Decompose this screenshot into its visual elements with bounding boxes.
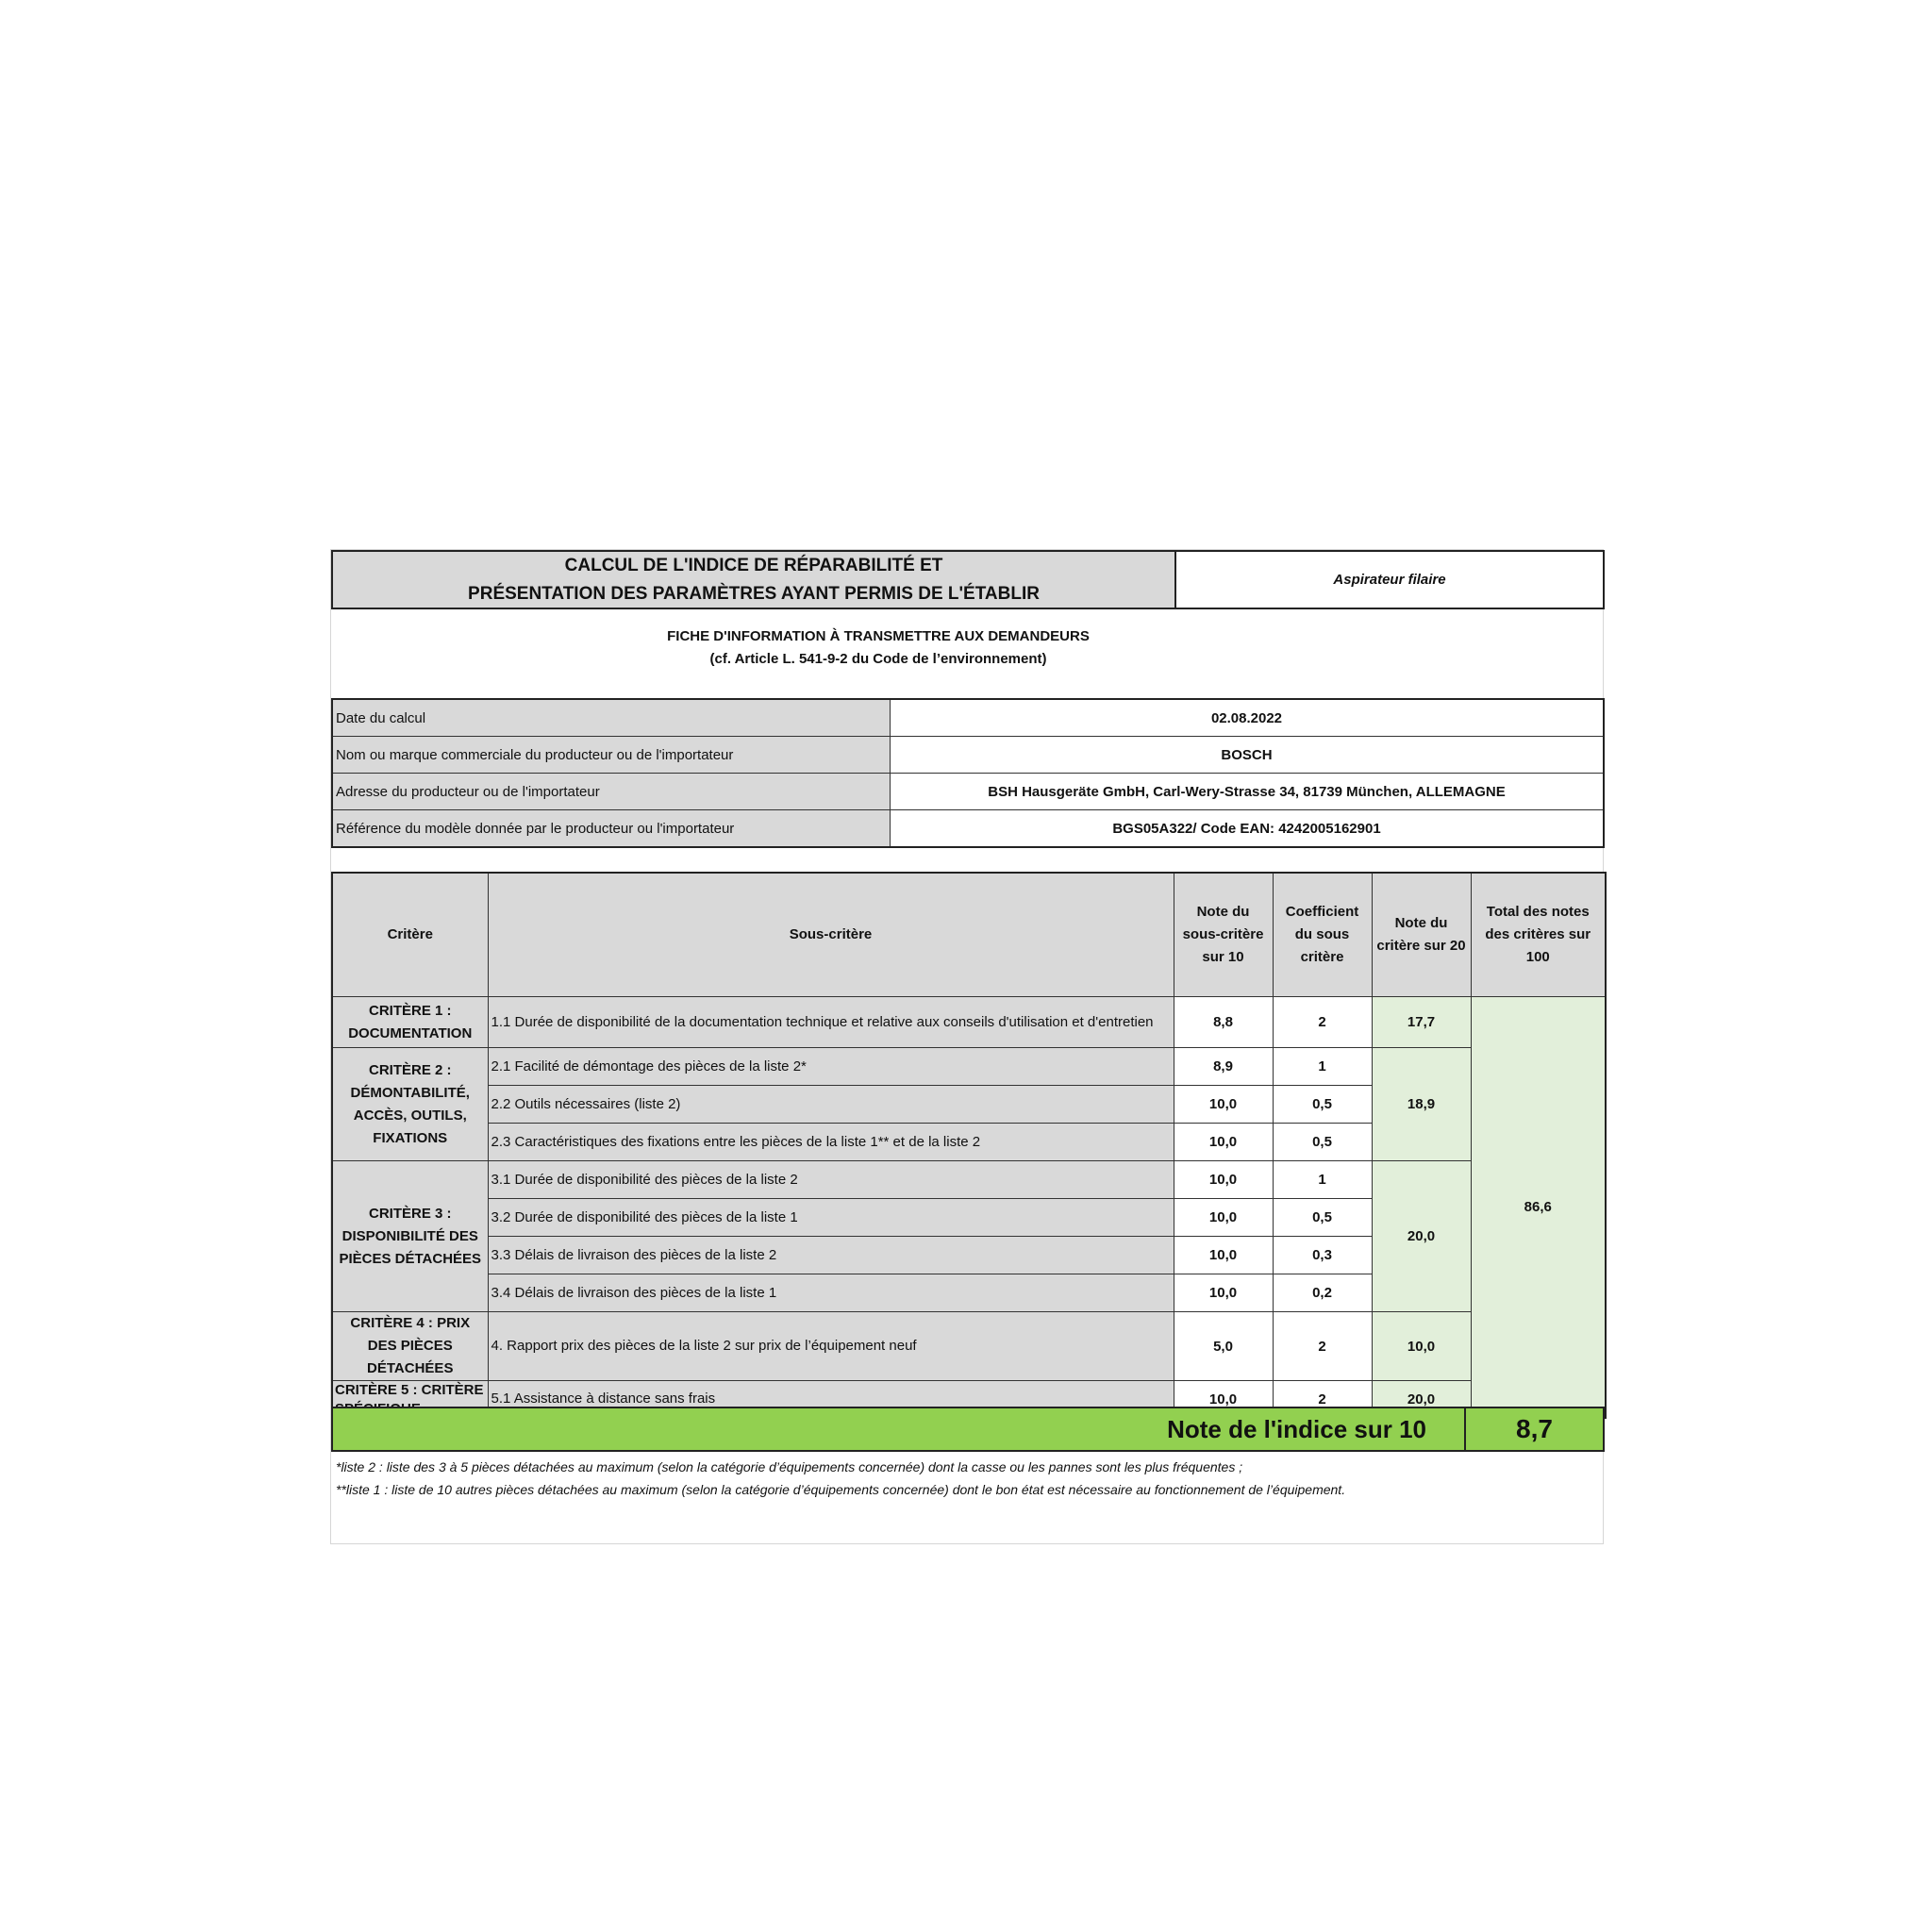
criterion-name-text: CRITÈRE 5 : CRITÈRE [335, 1382, 484, 1398]
criterion-name: CRITÈRE 4 : PRIX DES PIÈCES DÉTACHÉES [332, 1312, 488, 1381]
final-score-label: Note de l'indice sur 10 [333, 1408, 1466, 1450]
sub-criterion-coef: 2 [1273, 1312, 1372, 1381]
sub-criterion-label: 2.2 Outils nécessaires (liste 2) [488, 1086, 1174, 1124]
col-sous-critere: Sous-critère [488, 873, 1174, 997]
criterion-name: CRITÈRE 1 : DOCUMENTATION [332, 997, 488, 1048]
product-type: Aspirateur filaire [1333, 572, 1446, 588]
sub-criterion-coef: 1 [1273, 1048, 1372, 1086]
sub-criterion-coef: 0,2 [1273, 1274, 1372, 1312]
repairability-sheet [330, 549, 1604, 1544]
footnote: **liste 1 : liste de 10 autres pièces détachées au maximum (selon la catégorie d’équipements concernée) dont le bon état est nécessaire au fonctionnement de l’équipement. [336, 1482, 1346, 1497]
final-score-bar [331, 1407, 1605, 1452]
sub-criterion-label: 2.1 Facilité de démontage des pièces de la liste 2* [488, 1048, 1174, 1086]
fiche-line-1: FICHE D'INFORMATION À TRANSMETTRE AUX DEMANDEURS [667, 628, 1090, 644]
sheet-header [331, 550, 1605, 609]
info-value: BGS05A322/ Code EAN: 4242005162901 [891, 810, 1605, 848]
col-note-sous: Note du sous-critère sur 10 [1174, 873, 1273, 997]
info-label: Adresse du producteur ou de l'importateur [332, 774, 891, 810]
criterion-score: 17,7 [1372, 997, 1471, 1048]
info-label: Référence du modèle donnée par le producteur ou l'importateur [332, 810, 891, 848]
sub-criterion-label: 3.1 Durée de disponibilité des pièces de la liste 2 [488, 1161, 1174, 1199]
sub-criterion-label: 1.1 Durée de disponibilité de la documentation technique et relative aux conseils d'utilisation et d'entretien [488, 997, 1174, 1048]
criterion-name: CRITÈRE 2 : DÉMONTABILITÉ, ACCÈS, OUTILS, FIXATIONS [332, 1048, 488, 1161]
title-line-1: CALCUL DE L'INDICE DE RÉPARABILITÉ ET [564, 555, 943, 575]
sub-criterion-label: 3.2 Durée de disponibilité des pièces de la liste 1 [488, 1199, 1174, 1237]
sub-criterion-coef: 0,5 [1273, 1086, 1372, 1124]
table-row [332, 1048, 1606, 1086]
sub-criterion-label: 5.1 Assistance à distance sans frais [488, 1381, 1174, 1419]
col-coef: Coefficient du sous critère [1273, 873, 1372, 997]
criterion-score: 18,9 [1372, 1048, 1471, 1161]
info-row [332, 810, 1604, 848]
table-row [332, 1312, 1606, 1381]
info-row [332, 774, 1604, 810]
sub-criterion-label: 2.3 Caractéristiques des fixations entre les pièces de la liste 1** et de la liste 2 [488, 1124, 1174, 1161]
criteria-header-row [332, 873, 1606, 997]
sub-criterion-note: 10,0 [1174, 1274, 1273, 1312]
sub-criterion-coef: 1 [1273, 1161, 1372, 1199]
sub-criterion-note: 8,8 [1174, 997, 1273, 1048]
col-total: Total des notes des critères sur 100 [1471, 873, 1606, 997]
info-label: Date du calcul [332, 699, 891, 737]
sub-criterion-coef: 0,3 [1273, 1237, 1372, 1274]
sub-criterion-note: 8,9 [1174, 1048, 1273, 1086]
sub-criterion-note: 10,0 [1174, 1086, 1273, 1124]
info-label: Nom ou marque commerciale du producteur ou de l'importateur [332, 737, 891, 774]
sub-criterion-note: 10,0 [1174, 1199, 1273, 1237]
sub-criterion-coef: 0,5 [1273, 1124, 1372, 1161]
sub-criterion-note: 10,0 [1174, 1124, 1273, 1161]
info-row [332, 699, 1604, 737]
table-row [332, 997, 1606, 1048]
table-row [332, 1161, 1606, 1199]
sub-criterion-coef: 0,5 [1273, 1199, 1372, 1237]
sub-criterion-note: 10,0 [1174, 1381, 1273, 1419]
footnotes [331, 1456, 1605, 1501]
fiche-line-2: (cf. Article L. 541-9-2 du Code de l’environnement) [709, 651, 1047, 667]
info-value: BSH Hausgeräte GmbH, Carl-Wery-Strasse 34, 81739 München, ALLEMAGNE [891, 774, 1605, 810]
sub-criterion-label: 3.4 Délais de livraison des pièces de la liste 1 [488, 1274, 1174, 1312]
criteria-table [331, 872, 1607, 1419]
criterion-score: 20,0 [1372, 1161, 1471, 1312]
info-value: BOSCH [891, 737, 1605, 774]
col-critere: Critère [332, 873, 488, 997]
info-value: 02.08.2022 [891, 699, 1605, 737]
sub-criterion-label: 4. Rapport prix des pièces de la liste 2 sur prix de l’équipement neuf [488, 1312, 1174, 1381]
sheet-title [333, 552, 1176, 608]
sub-criterion-note: 10,0 [1174, 1237, 1273, 1274]
final-score-value: 8,7 [1516, 1414, 1553, 1443]
info-table [331, 698, 1605, 848]
sub-criterion-note: 5,0 [1174, 1312, 1273, 1381]
criterion-name: CRITÈRE 3 : DISPONIBILITÉ DES PIÈCES DÉTACHÉES [332, 1161, 488, 1312]
criterion-score: 10,0 [1372, 1312, 1471, 1381]
footnote: *liste 2 : liste des 3 à 5 pièces détachées au maximum (selon la catégorie d’équipements concernée) dont la casse ou les pannes sont les plus fréquentes ; [336, 1459, 1243, 1474]
total-score: 86,6 [1471, 997, 1606, 1419]
criterion-score: 20,0 [1372, 1381, 1471, 1419]
sub-criterion-note: 10,0 [1174, 1161, 1273, 1199]
col-note-critere: Note du critère sur 20 [1372, 873, 1471, 997]
sub-criterion-coef: 2 [1273, 1381, 1372, 1419]
title-line-2: PRÉSENTATION DES PARAMÈTRES AYANT PERMIS DE L'ÉTABLIR [468, 583, 1040, 604]
sub-criterion-coef: 2 [1273, 997, 1372, 1048]
sub-criterion-label: 3.3 Délais de livraison des pièces de la liste 2 [488, 1237, 1174, 1274]
fiche-heading [331, 625, 1605, 673]
info-row [332, 737, 1604, 774]
